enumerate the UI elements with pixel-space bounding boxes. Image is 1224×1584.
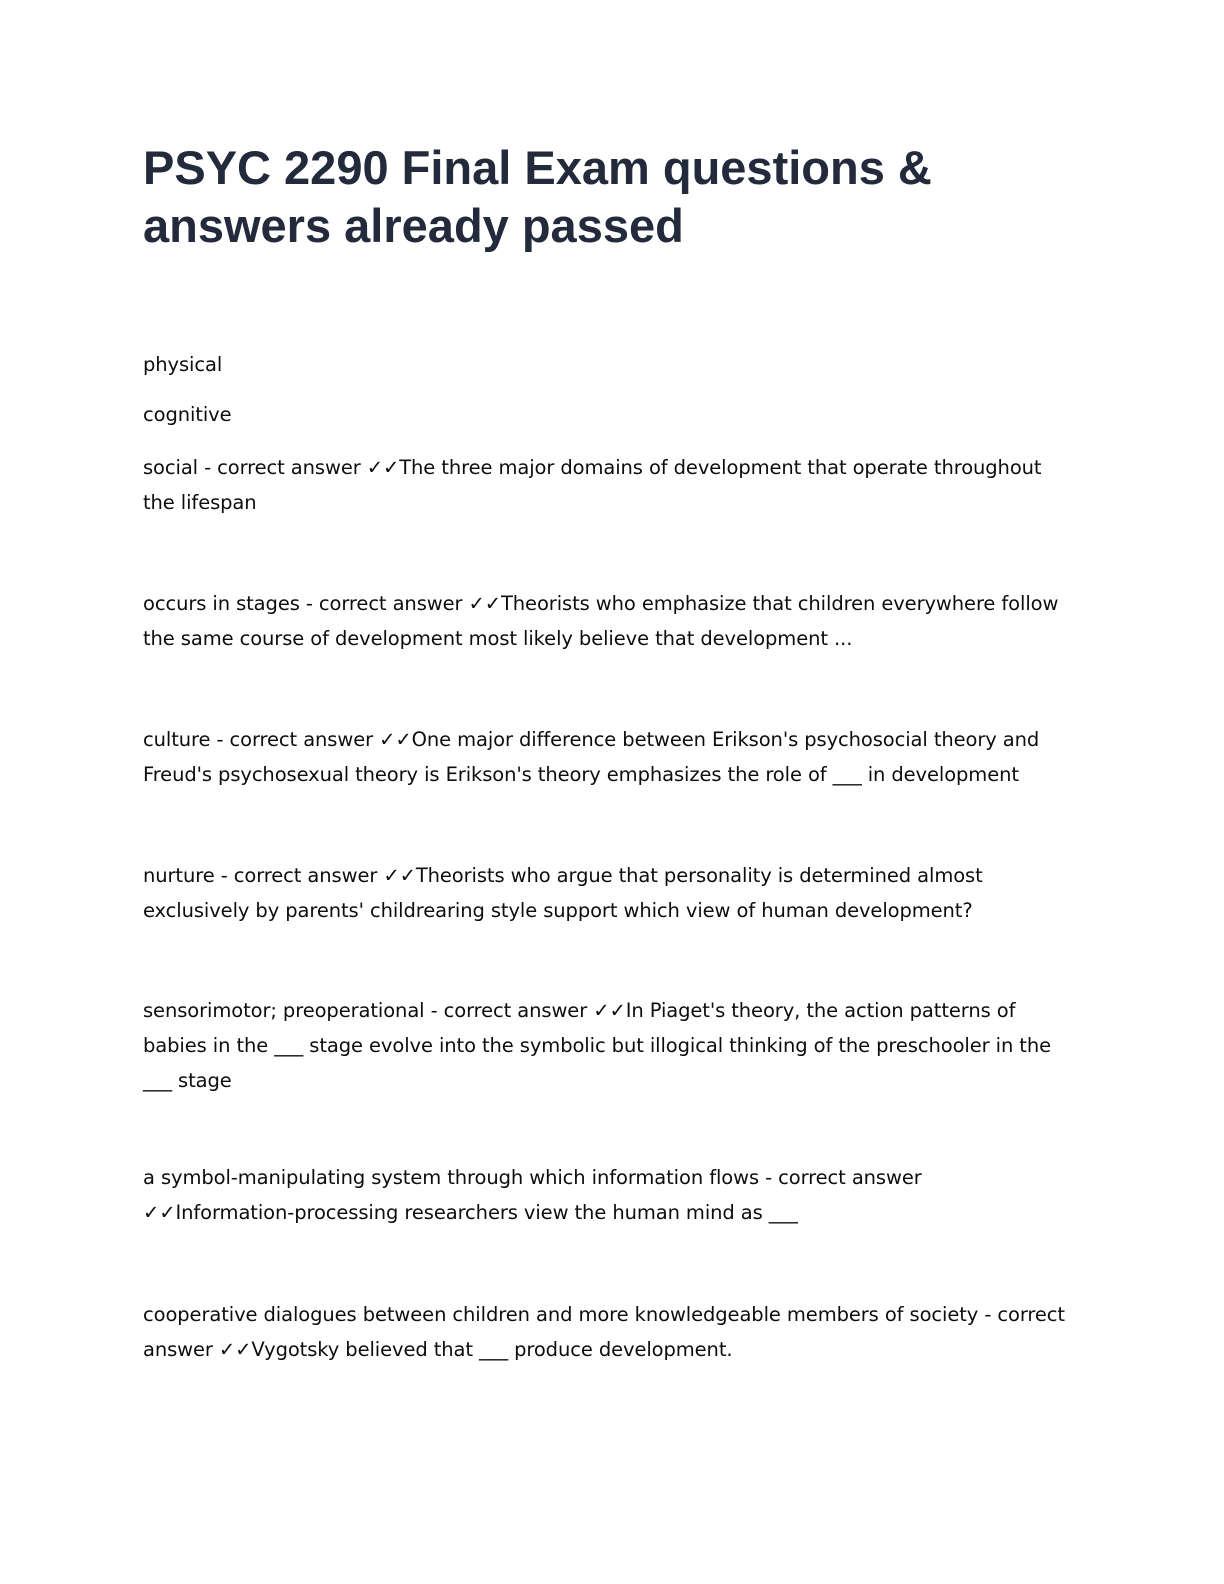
qa-item-nurture [143,858,1073,928]
title-line: answers already passed [143,199,684,252]
text-line: babies in the ___ stage evolve into the symbolic but illogical thinking of the preschooler in the [143,1034,1052,1057]
title-line: PSYC 2290 Final Exam questions & [143,141,932,194]
qa-item-culture [143,722,1073,792]
text-line: ___ stage [143,1069,232,1092]
text-line: social - correct answer ✓✓The three major domains of development that operate throughout [143,456,1042,479]
text-line: answer ✓✓Vygotsky believed that ___ produce development. [143,1338,733,1361]
text-line: physical [143,353,223,376]
answer-item-cognitive [143,397,1073,432]
answer-item-physical [143,347,1073,382]
text-line: exclusively by parents' childrearing style support which view of human development? [143,899,973,922]
text-line: cognitive [143,403,232,426]
qa-item-social [143,450,1073,520]
document-title [143,139,1083,255]
qa-item-vygotsky [143,1297,1073,1367]
text-line: ✓✓Information-processing researchers view the human mind as ___ [143,1201,798,1224]
text-line: occurs in stages - correct answer ✓✓Theorists who emphasize that children everywhere follow [143,592,1059,615]
text-line: the same course of development most likely believe that development ... [143,627,853,650]
text-line: nurture - correct answer ✓✓Theorists who argue that personality is determined almost [143,864,983,887]
qa-item-stages [143,586,1073,656]
text-line: a symbol-manipulating system through which information flows - correct answer [143,1166,922,1189]
text-line: cooperative dialogues between children and more knowledgeable members of society - correct [143,1303,1065,1326]
text-line: culture - correct answer ✓✓One major difference between Erikson's psychosocial theory and [143,728,1040,751]
text-line: sensorimotor; preoperational - correct answer ✓✓In Piaget's theory, the action patterns of [143,999,1016,1022]
qa-item-piaget [143,993,1073,1098]
text-line: Freud's psychosexual theory is Erikson's theory emphasizes the role of ___ in development [143,763,1019,786]
text-line: the lifespan [143,491,257,514]
qa-item-information-processing [143,1160,1073,1230]
